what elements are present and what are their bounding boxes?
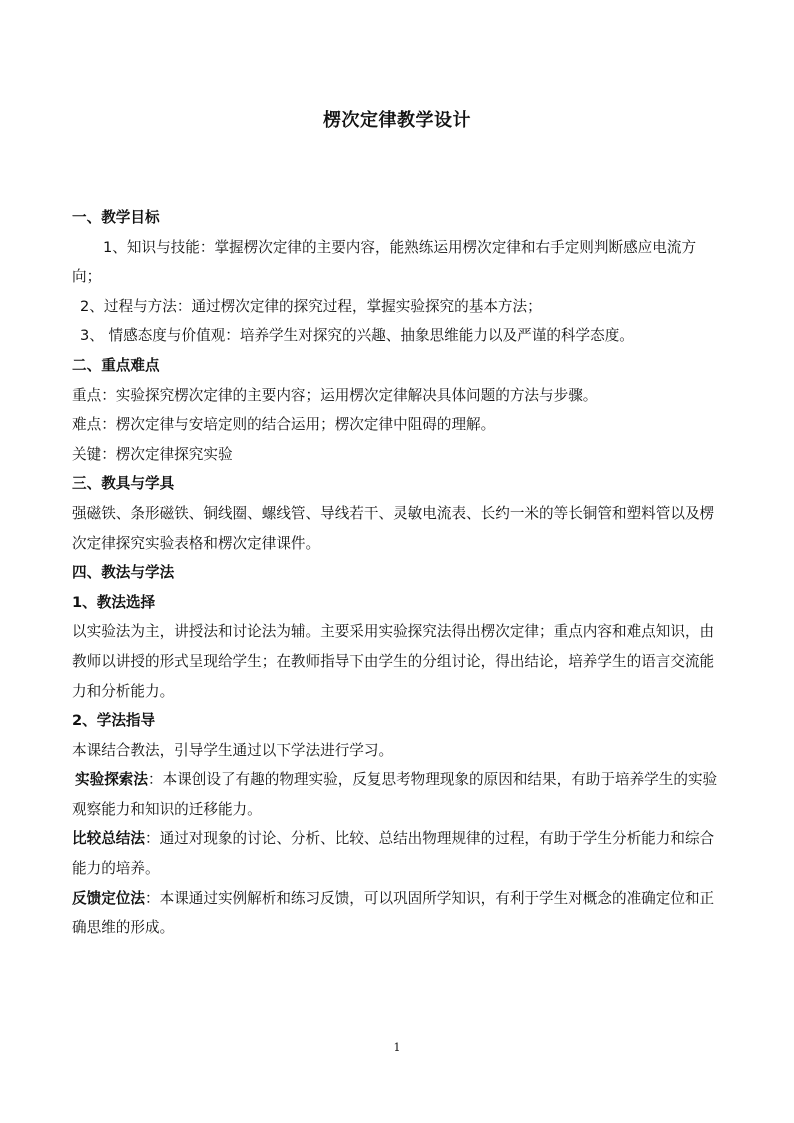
- subheading-learning-guide: 2、学法指导: [72, 712, 156, 730]
- document-body: [72, 203, 724, 943]
- objective-process: 2、过程与方法：通过楞次定律的探究过程，掌握实验探究的基本方法；: [80, 297, 542, 315]
- method-feedback: [72, 884, 724, 943]
- page-number: 1: [393, 1041, 401, 1054]
- method-compare: [72, 824, 724, 883]
- learning-guide-intro: 本课结合教法，引导学生通过以下学法进行学习。: [72, 741, 394, 759]
- method-feedback-label: 反馈定位法: [72, 889, 145, 907]
- method-compare-text: ：通过对现象的讨论、分析、比较、总结出物理规律的过程，有助于学生分析能力和综合能力的培养。: [72, 830, 715, 878]
- document-title: 楞次定律教学设计: [323, 110, 471, 131]
- objective-knowledge: 1、知识与技能：掌握楞次定律的主要内容，能熟练运用楞次定律和右手定则判断感应电流方向；: [72, 238, 697, 286]
- critical-point: 关键：楞次定律探究实验: [72, 445, 233, 463]
- teaching-method-text: 以实验法为主，讲授法和讨论法为辅。主要采用实验探究法得出楞次定律；重点内容和难点知识，由教师以讲授的形式呈现给学生；在教师指导下由学生的分组讨论，得出结论，培养学生的语言交流能力和分析能力。: [72, 623, 715, 700]
- section-heading-objectives: 一、教学目标: [72, 209, 160, 226]
- method-compare-label: 比较总结法: [72, 830, 145, 848]
- section-heading-key-points: 二、重点难点: [72, 356, 160, 374]
- subheading-teaching-method: 1、教法选择: [72, 593, 156, 611]
- objective-attitude: 3、 情感态度与价值观：培养学生对探究的兴趣、抽象思维能力以及严谨的科学态度。: [80, 327, 634, 345]
- method-feedback-text: ：本课通过实例解析和练习反馈，可以巩固所学知识，有利于学生对概念的准确定位和正确思维的形成。: [72, 889, 715, 937]
- method-experiment: [72, 765, 724, 824]
- method-experiment-text: ：本课创设了有趣的物理实验，反复思考物理现象的原因和结果，有助于培养学生的实验观察能力和知识的迁移能力。: [72, 771, 718, 818]
- section-heading-materials: 三、教具与学具: [72, 475, 175, 493]
- key-point: 重点：实验探究楞次定律的主要内容；运用楞次定律解决具体问题的方法与步骤。: [72, 386, 598, 404]
- section-heading-methods: 四、教法与学法: [72, 564, 175, 582]
- method-experiment-label: 实验探索法: [75, 771, 148, 789]
- difficult-point: 难点：楞次定律与安培定则的结合运用；楞次定律中阻碍的理解。: [72, 416, 496, 434]
- materials-list: 强磁铁、条形磁铁、铜线圈、螺线管、导线若干、灵敏电流表、长约一米的等长铜管和塑料管以及楞次定律探究实验表格和楞次定律课件。: [72, 504, 715, 552]
